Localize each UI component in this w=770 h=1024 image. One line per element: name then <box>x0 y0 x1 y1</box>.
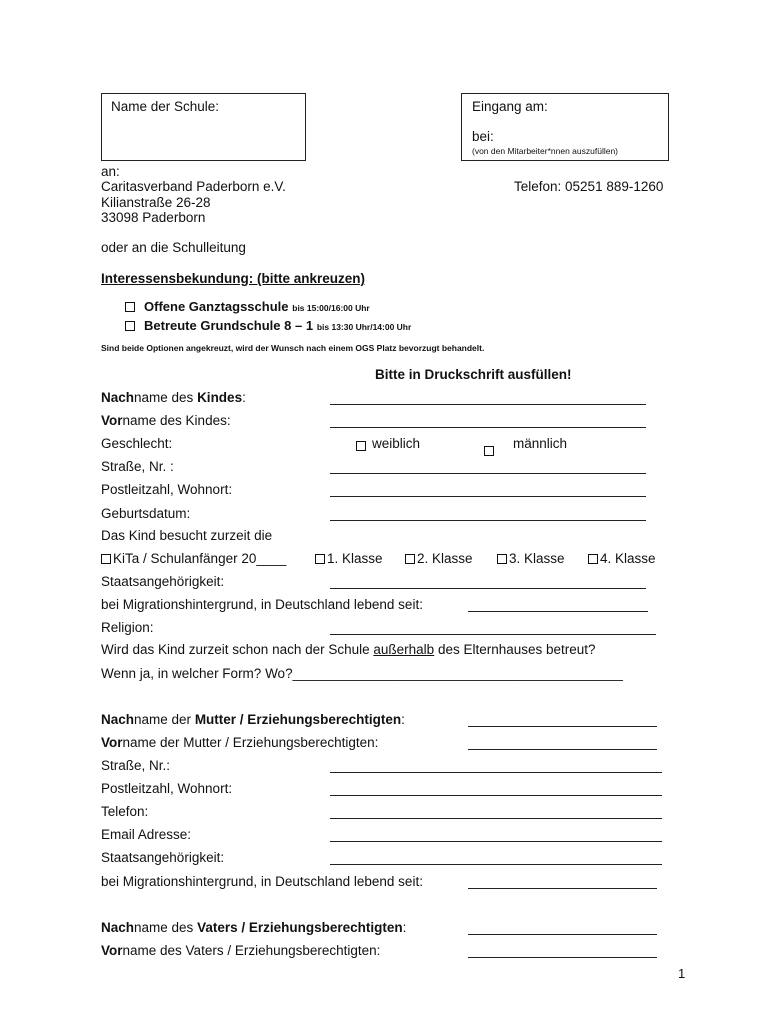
interest-note: Sind beide Optionen angekreuzt, wird der Wunsch nach einem OGS Platz bevorzugt behandelt. <box>101 343 485 353</box>
option-klasse-1[interactable]: 1. Klasse <box>315 551 383 566</box>
child-staat-field[interactable] <box>330 588 646 589</box>
option-betreut[interactable] <box>125 318 411 333</box>
child-nachname-field[interactable] <box>330 404 646 405</box>
mother-nachname-label: Nachname der Mutter / Erziehungsberechtigten: <box>101 712 405 727</box>
child-betreut-question: Wird das Kind zurzeit schon nach der Schule außerhalb des Elternhauses betreut? <box>101 642 596 657</box>
father-vorname-label: Vorname des Vaters / Erziehungsberechtigten: <box>101 943 381 958</box>
child-religion-label: Religion: <box>101 620 154 635</box>
address-an: an: <box>101 164 120 179</box>
mother-staat-field[interactable] <box>330 864 662 865</box>
mother-vorname-field[interactable] <box>468 749 657 750</box>
mother-nachname-field[interactable] <box>468 726 657 727</box>
checkbox-klasse-2[interactable] <box>405 554 415 564</box>
option-klasse-4[interactable]: 4. Klasse <box>588 551 656 566</box>
checkbox-klasse-4[interactable] <box>588 554 598 564</box>
mother-plz-field[interactable] <box>330 795 662 796</box>
option-ogs[interactable] <box>125 299 370 314</box>
instruction: Bitte in Druckschrift ausfüllen! <box>375 367 572 382</box>
mother-email-label: Email Adresse: <box>101 827 192 842</box>
address-phone: Telefon: 05251 889-1260 <box>514 179 664 194</box>
checkbox-weiblich[interactable] <box>356 441 366 451</box>
entry-date-label: Eingang am: <box>472 99 548 114</box>
option-betreut-detail: bis 13:30 Uhr/14:00 Uhr <box>316 322 412 332</box>
checkbox-maennlich[interactable] <box>484 446 494 456</box>
child-plz-field[interactable] <box>330 496 646 497</box>
address-street: Kilianstraße 26-28 <box>101 195 211 210</box>
mother-vorname-label: Vorname der Mutter / Erziehungsberechtigten: <box>101 735 379 750</box>
page-number: 1 <box>678 966 686 981</box>
mother-migration-label: bei Migrationshintergrund, in Deutschland lebend seit: <box>101 874 423 889</box>
checkbox-klasse-1[interactable] <box>315 554 325 564</box>
father-nachname-label: Nachname des Vaters / Erziehungsberechtigten: <box>101 920 407 935</box>
option-klasse-3[interactable]: 3. Klasse <box>497 551 565 566</box>
option-ogs-label: Offene Ganztagsschule <box>144 299 289 314</box>
mother-migration-field[interactable] <box>468 888 657 889</box>
mother-telefon-field[interactable] <box>330 818 662 819</box>
child-geschlecht-label: Geschlecht: <box>101 436 173 451</box>
child-religion-field[interactable] <box>330 634 656 635</box>
mother-staat-label: Staatsangehörigkeit: <box>101 850 225 865</box>
option-ogs-detail: bis 15:00/16:00 Uhr <box>292 303 370 313</box>
checkbox-kita[interactable] <box>101 554 111 564</box>
option-betreut-label: Betreute Grundschule 8 – 1 <box>144 318 314 333</box>
entry-bei-label: bei: <box>472 129 494 144</box>
child-nachname-label: Nachname des Kindes: <box>101 390 246 405</box>
father-vorname-field[interactable] <box>468 957 657 958</box>
child-migration-label: bei Migrationshintergrund, in Deutschland lebend seit: <box>101 597 423 612</box>
child-staat-label: Staatsangehörigkeit: <box>101 574 225 589</box>
child-besucht-label: Das Kind besucht zurzeit die <box>101 528 273 543</box>
checkbox-betreut[interactable] <box>125 321 135 331</box>
child-vorname-field[interactable] <box>330 427 646 428</box>
address-org: Caritasverband Paderborn e.V. <box>101 179 286 194</box>
child-vorname-label: Vorname des Kindes: <box>101 413 231 428</box>
mother-email-field[interactable] <box>330 841 662 842</box>
entry-note: (von den Mitarbeiter*nnen auszufüllen) <box>472 146 619 156</box>
option-kita[interactable]: KiTa / Schulanfänger 20____ <box>101 551 286 566</box>
checkbox-klasse-3[interactable] <box>497 554 507 564</box>
mother-plz-label: Postleitzahl, Wohnort: <box>101 781 233 796</box>
address-city: 33098 Paderborn <box>101 210 206 225</box>
school-name-box[interactable] <box>101 93 306 161</box>
father-nachname-field[interactable] <box>468 934 657 935</box>
child-strasse-label: Straße, Nr. : <box>101 459 174 474</box>
child-plz-label: Postleitzahl, Wohnort: <box>101 482 233 497</box>
interest-heading: Interessensbekundung: (bitte ankreuzen) <box>101 271 366 286</box>
child-strasse-field[interactable] <box>330 473 646 474</box>
child-geburt-label: Geburtsdatum: <box>101 506 191 521</box>
mother-strasse-field[interactable] <box>330 772 662 773</box>
child-geburt-field[interactable] <box>330 520 646 521</box>
mother-telefon-label: Telefon: <box>101 804 149 819</box>
option-klasse-2[interactable]: 2. Klasse <box>405 551 473 566</box>
address-alt: oder an die Schulleitung <box>101 240 246 255</box>
child-migration-field[interactable] <box>468 611 648 612</box>
school-name-label: Name der Schule: <box>111 99 220 114</box>
mother-strasse-label: Straße, Nr.: <box>101 758 171 773</box>
gender-weiblich[interactable]: weiblich <box>356 436 420 451</box>
child-betreut-form[interactable]: Wenn ja, in welcher Form? Wo?____________________________________________ <box>101 666 623 681</box>
checkbox-ogs[interactable] <box>125 302 135 312</box>
entry-box <box>461 93 669 161</box>
gender-maennlich-label: männlich <box>513 436 568 451</box>
